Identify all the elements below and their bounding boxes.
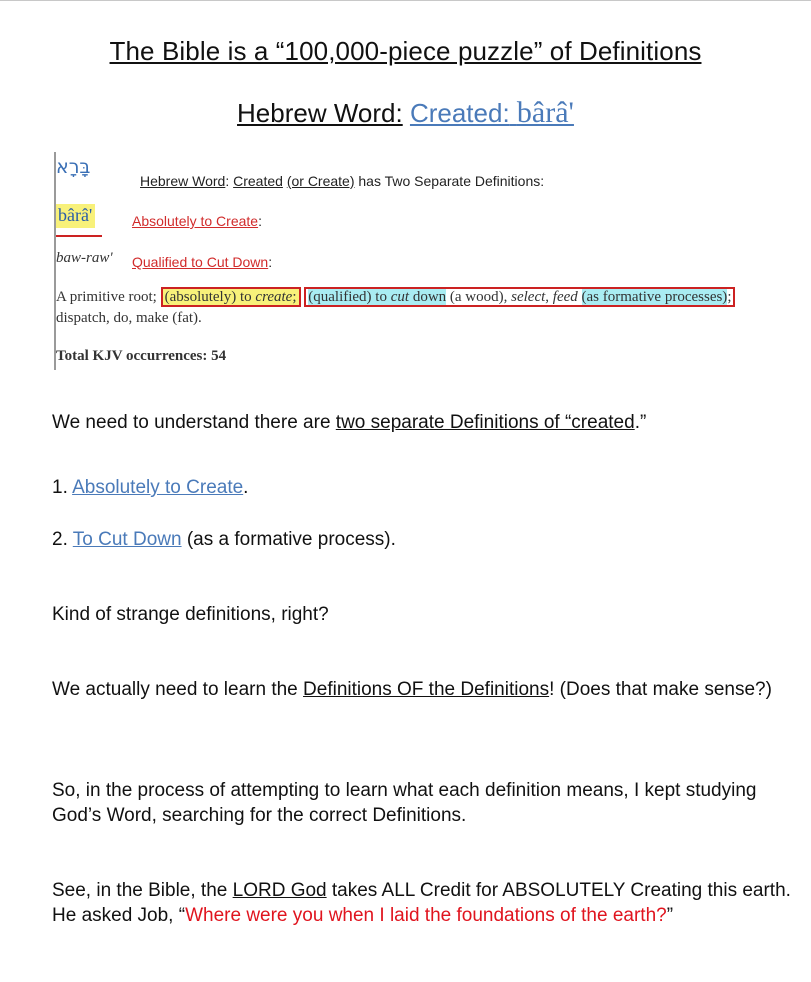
subtitle-word: Created: bârâ'	[409, 96, 574, 129]
link-to-cut-down[interactable]: To Cut Down	[72, 529, 182, 550]
paragraph-definitions-of-definitions: We actually need to learn the Definitions OF the Definitions! (Does that make sense?)	[52, 679, 772, 700]
subtitle-label: Hebrew Word:	[237, 98, 403, 128]
boxed-qualified: (qualified) to cut down (a wood), select, feed (as formative processes);	[304, 287, 735, 307]
definition-qualified: Qualified to Cut Down:	[132, 254, 273, 270]
list-item-1: 1. Absolutely to Create.	[52, 477, 249, 498]
boxed-absolutely: (absolutely) to create;	[161, 287, 301, 307]
job-quote: Where were you when I laid the foundations of the earth?	[185, 905, 667, 926]
panel-header: Hebrew Word: Created (or Create) has Two Separate Definitions:	[140, 173, 545, 189]
transliteration-underline	[56, 235, 102, 237]
paragraph-lord-god: See, in the Bible, the LORD God takes ALL Credit for ABSOLUTELY Creating this earth. He asked Job, “Where were you when I laid the foundations of the earth?”	[52, 880, 791, 926]
paragraph-strange: Kind of strange definitions, right?	[52, 604, 329, 625]
paragraph-two-definitions: We need to understand there are two separate Definitions of “created.”	[52, 412, 647, 433]
list-item-2: 2. To Cut Down (as a formative process).	[52, 529, 396, 550]
paragraph-process: So, in the process of attempting to learn what each definition means, I kept studying God’s Word, searching for the correct Definitions.	[52, 780, 757, 826]
definition-absolute: Absolutely to Create:	[132, 213, 262, 229]
pronunciation: baw-raw'	[56, 250, 113, 266]
link-absolutely-to-create[interactable]: Absolutely to Create	[72, 477, 244, 498]
root-definition: A primitive root; (absolutely) to create; (qualified) to cut down (a wood), select, feed (as formative processes); dispatch, do, make (fat).	[56, 287, 804, 329]
strongs-panel	[54, 152, 804, 372]
kjv-occurrences: Total KJV occurrences: 54	[56, 348, 227, 364]
transliteration: bârâ'	[56, 204, 95, 228]
page-title: The Bible is a “100,000-piece puzzle” of Definitions	[109, 36, 702, 66]
top-border	[0, 0, 811, 1]
subtitle	[0, 96, 811, 130]
subtitle-term: bârâ'	[516, 96, 574, 129]
hebrew-script: בָּרָא	[56, 156, 91, 178]
